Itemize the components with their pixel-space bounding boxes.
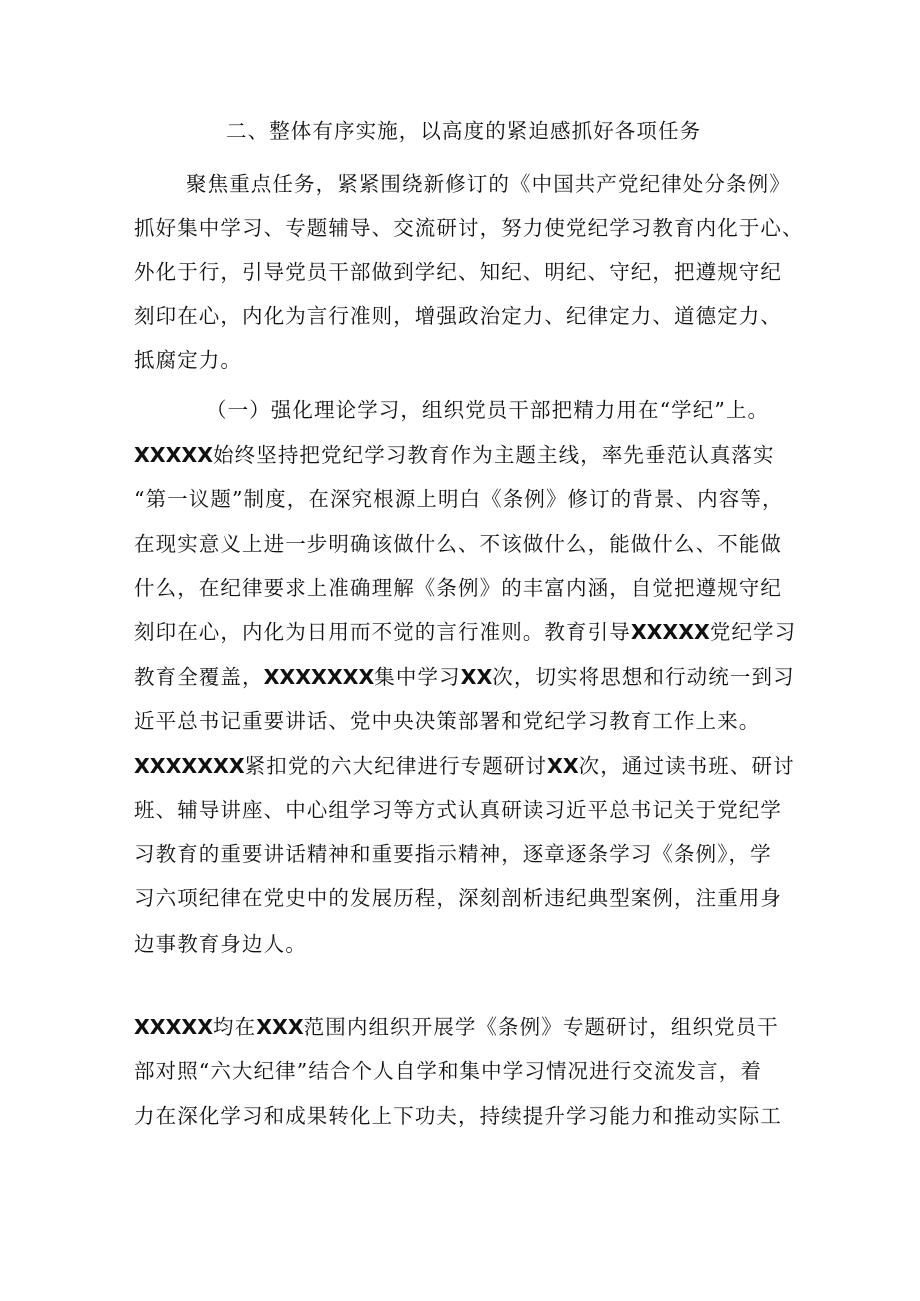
paragraph-1-line-2: 抓好集中学习、专题辅导、交流研讨，努力使党纪学习教育内化于心、	[134, 216, 804, 240]
paragraph-2-text: 次，切实将思想和行动统一到习	[492, 665, 795, 689]
redacted-mask: XXXXX	[134, 1015, 214, 1039]
paragraph-1-line-4: 刻印在心，内化为言行准则，增强政治定力、纪律定力、道德定力、	[134, 304, 782, 328]
paragraph-3-text: 次，通过读书班、研讨	[578, 754, 795, 778]
paragraph-4-text: 均在	[213, 1015, 257, 1039]
paragraph-2-line-2: “第一议题”制度，在深究根源上明白《条例》修订的背景、内容等，	[134, 487, 784, 511]
paragraph-3-line-2: 班、辅导讲座、中心组学习等方式认真研读习近平总书记关于党纪学	[134, 798, 782, 822]
paragraph-2-line-1	[134, 441, 775, 469]
redacted-mask: XXXXX	[134, 443, 214, 467]
redacted-mask: XX	[460, 665, 493, 689]
paragraph-3-line-3: 习教育的重要讲话精神和重要指示精神，逐章逐条学习《条例》，学	[134, 842, 772, 866]
paragraph-2-line-6	[134, 663, 795, 691]
redacted-mask: XXXXXXX	[134, 754, 245, 778]
paragraph-4-line-2: 部对照“六大纪律”结合个人自学和集中学习情况进行交流发言，着	[134, 1059, 762, 1083]
redacted-mask: XXX	[256, 1015, 304, 1039]
section-title: 二、整体有序实施，以高度的紧迫感抓好各项任务	[226, 119, 702, 143]
paragraph-2-text: 刻印在心，内化为日用而不觉的言行准则。教育引导	[134, 620, 631, 644]
paragraph-2-text: 集中学习	[374, 665, 461, 689]
paragraph-2-text: 党纪学习	[709, 620, 797, 644]
subsection-title: （一）强化理论学习，组织党员干部把精力用在“学纪”上。	[206, 398, 770, 422]
paragraph-1-line-1: 聚焦重点任务，紧紧围绕新修订的《中国共产党纪律处分条例》	[186, 172, 791, 196]
paragraph-2-line-5	[134, 618, 796, 646]
redacted-mask: XXXXXXX	[263, 665, 375, 689]
paragraph-4-line-1	[134, 1013, 779, 1041]
paragraph-4-text: 范围内组织开展学《条例》专题研讨，组织党员干	[303, 1015, 779, 1039]
paragraph-2-line-7: 近平总书记重要讲话、党中央决策部署和党纪学习教育工作上来。	[134, 709, 761, 733]
paragraph-3-line-4: 习六项纪律在党史中的发展历程，深刻剖析违纪典型案例，注重用身	[134, 886, 782, 910]
paragraph-3-text: 紧扣党的六大纪律进行专题研讨	[244, 754, 548, 778]
paragraph-4-line-3: 力在深化学习和成果转化上下功夫，持续提升学习能力和推动实际工	[134, 1104, 782, 1128]
paragraph-2-text: 始终坚持把党纪学习教育作为主题主线，率先垂范认真落实	[213, 443, 775, 467]
paragraph-1-line-3: 外化于行，引导党员干部做到学纪、知纪、明纪、守纪，把遵规守纪	[134, 260, 782, 284]
paragraph-2-line-3: 在现实意义上进一步明确该做什么、不该做什么，能做什么、不能做	[134, 532, 782, 556]
redacted-mask: XX	[547, 754, 579, 778]
paragraph-3-line-5: 边事教育身边人。	[134, 932, 307, 956]
paragraph-2-text: 教育全覆盖，	[134, 665, 264, 689]
redacted-mask: XXXXX	[630, 620, 710, 644]
paragraph-1-line-5: 抵腐定力。	[134, 348, 242, 372]
paragraph-3-line-1	[134, 752, 795, 780]
paragraph-2-line-4: 什么，在纪律要求上准确理解《条例》的丰富内涵，自觉把遵规守纪	[134, 576, 782, 600]
